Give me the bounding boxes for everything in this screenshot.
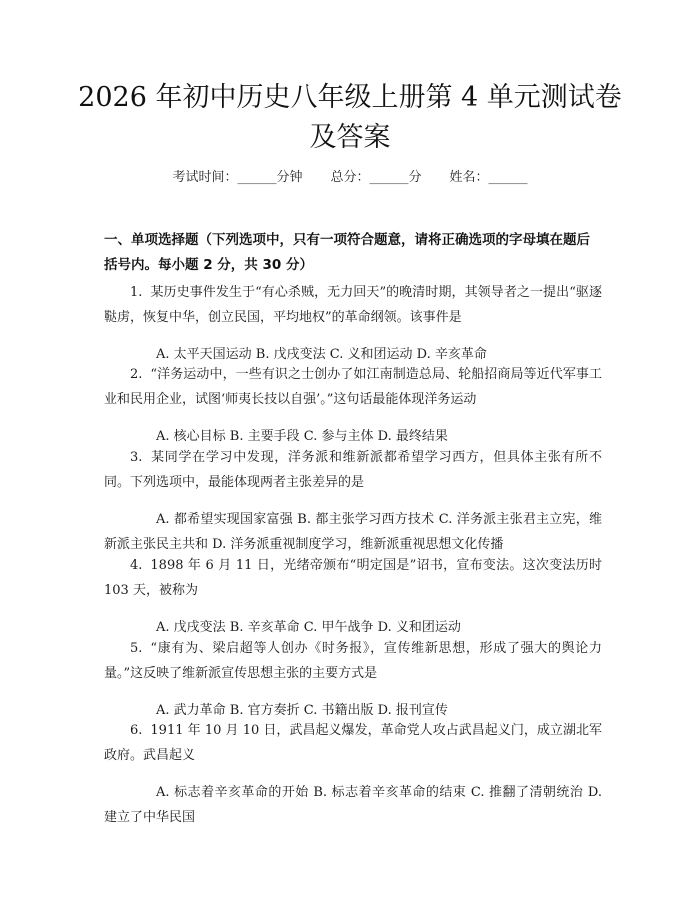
question-options: A. 武力革命 B. 官方奏折 C. 书籍出版 D. 报刊宣传 xyxy=(156,703,448,718)
total-score-label: 总分：______分 xyxy=(330,170,422,185)
question-3 xyxy=(104,445,602,557)
question-1 xyxy=(104,280,602,367)
title-line-2: 及答案 xyxy=(309,122,391,153)
question-5 xyxy=(104,636,602,723)
question-stem: 某历史事件发生于“有心杀贼，无力回天”的晚清时期，其领导者之一提出“驱逐鞑虏，恢复中华，创立民国，平均地权”的革命纲领。该事件是 xyxy=(104,285,602,325)
question-number: 4. xyxy=(130,558,143,573)
question-6 xyxy=(104,718,602,830)
title-line-1: 2026 年初中历史八年级上册第 4 单元测试卷 xyxy=(78,82,622,113)
student-name-label: 姓名：______ xyxy=(449,170,528,185)
question-number: 3. xyxy=(130,450,143,465)
question-stem: 1898 年 6 月 11 日，光绪帝颁布“明定国是”诏书，宣布变法。这次变法历时 103 天，被称为 xyxy=(104,558,602,598)
question-stem: “康有为、梁启超等人创办《时务报》，宣传维新思想，形成了强大的舆论力量。”这反映了维新派宣传思想主张的主要方式是 xyxy=(104,641,602,681)
question-number: 1. xyxy=(130,285,143,300)
question-options: A. 太平天国运动 B. 戊戌变法 C. 义和团运动 D. 辛亥革命 xyxy=(156,347,487,362)
question-options: A. 核心目标 B. 主要手段 C. 参与主体 D. 最终结果 xyxy=(156,429,448,444)
question-number: 6. xyxy=(130,723,143,738)
exam-title xyxy=(60,78,640,158)
question-stem: 某同学在学习中发现，洋务派和维新派都希望学习西方，但具体主张有所不同。下列选项中，最能体现两者主张差异的是 xyxy=(104,450,602,490)
question-stem: 1911 年 10 月 10 日，武昌起义爆发，革命党人攻占武昌起义门，成立湖北军政府。武昌起义 xyxy=(104,723,602,763)
question-4 xyxy=(104,553,602,640)
exam-time-label: 考试时间：______分钟 xyxy=(172,170,303,185)
section-heading: 一、单项选择题（下列选项中，只有一项符合题意，请将正确选项的字母填在题后括号内。每小题 2 分，共 30 分） xyxy=(104,232,590,273)
question-stem: “洋务运动中，一些有识之士创办了如江南制造总局、轮船招商局等近代军事工业和民用企业，试图‘师夷长技以自强’。”这句话最能体现洋务运动 xyxy=(104,367,602,407)
question-number: 2. xyxy=(130,367,143,382)
question-2 xyxy=(104,362,602,449)
question-number: 5. xyxy=(130,641,143,656)
exam-info xyxy=(0,168,700,188)
question-options: A. 戊戌变法 B. 辛亥革命 C. 甲午战争 D. 义和团运动 xyxy=(156,620,461,635)
question-options: A. 都希望实现国家富强 B. 都主张学习西方技术 C. 洋务派主张君主立宪，维新派主张民主共和 D. 洋务派重视制度学习，维新派重视思想文化传播 xyxy=(104,512,602,552)
question-options: A. 标志着辛亥革命的开始 B. 标志着辛亥革命的结束 C. 推翻了清朝统治 D. 建立了中华民国 xyxy=(104,785,602,825)
